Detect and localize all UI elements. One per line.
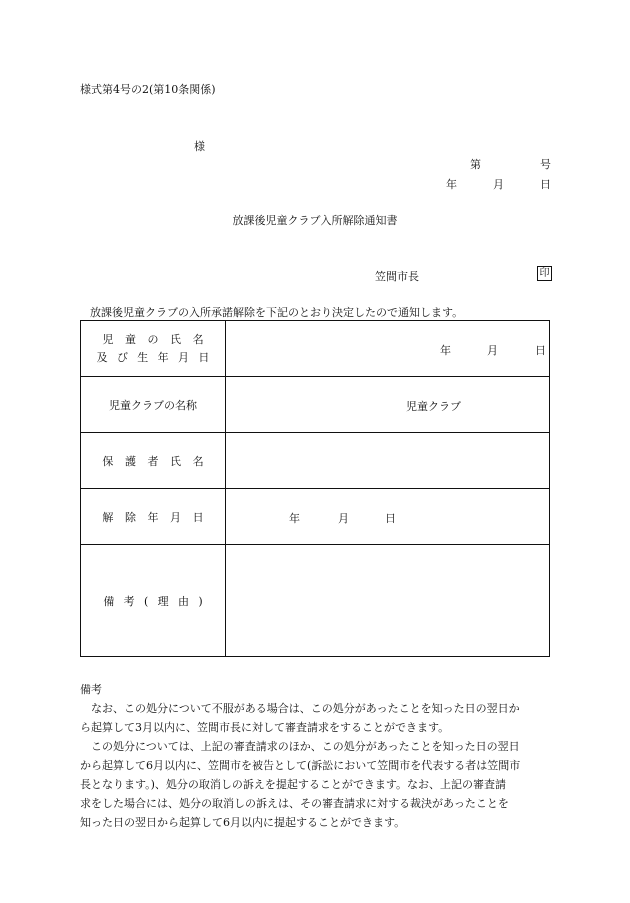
addressee-suffix: 様 [194, 140, 205, 153]
document-title: 放課後児童クラブ入所解除通知書 [232, 214, 398, 227]
remarks-line: 求をした場合には、処分の取消しの訴えは、その審査請求に対する裁決があったことを [80, 797, 509, 810]
label-line: 児童の氏名 [102, 332, 216, 346]
birth-month: 月 [487, 344, 498, 357]
cancel-date-field[interactable] [226, 489, 550, 545]
row-label-child-name [81, 321, 226, 377]
issue-date-day: 日 [540, 178, 551, 191]
table-row [81, 545, 550, 657]
club-name-field[interactable] [226, 377, 550, 433]
remarks-line: なお、この処分について不服がある場合は、この処分があったことを知った日の翌日か [91, 702, 520, 715]
doc-number-suffix: 号 [540, 158, 551, 171]
reason-field[interactable] [226, 545, 550, 657]
issue-date-year: 年 [446, 178, 457, 191]
notice-table [80, 320, 550, 657]
form-number: 様式第4号の2(第10条関係) [80, 83, 216, 96]
row-label-guardian [81, 433, 226, 489]
club-suffix: 児童クラブ [406, 400, 461, 413]
cancel-month: 月 [338, 512, 349, 525]
remarks-line: ら起算して3月以内に、笠間市長に対して審査請求をすることができます。 [80, 721, 450, 734]
guardian-name-field[interactable] [226, 433, 550, 489]
remarks-line: この処分については、上記の審査請求のほか、この処分があったことを知った日の翌日 [91, 740, 520, 753]
label-text: 児童クラブの名称 [109, 398, 197, 412]
issuer-name: 笠間市長 [375, 270, 419, 283]
remarks-heading: 備考 [80, 683, 102, 696]
remarks-line: から起算して6月以内に、笠間市を被告として(訴訟において笠間市を代表する者は笠間市 [80, 759, 521, 772]
doc-number-prefix: 第 [470, 158, 481, 171]
remarks-line: 知った日の翌日から起算して6月以内に提起することができます。 [80, 816, 406, 829]
cancel-year: 年 [289, 512, 300, 525]
issue-date-month: 月 [493, 178, 504, 191]
row-label-cancel-date [81, 489, 226, 545]
table-row [81, 433, 550, 489]
birth-year: 年 [440, 344, 451, 357]
table-row [81, 321, 550, 377]
label-text: 備考(理由) [103, 594, 213, 608]
row-label-remarks [81, 545, 226, 657]
label-text: 保護者氏名 [102, 454, 216, 468]
table-row [81, 489, 550, 545]
cancel-day: 日 [385, 512, 396, 525]
table-row [81, 377, 550, 433]
intro-text: 放課後児童クラブの入所承諾解除を下記のとおり決定したので通知します。 [90, 306, 464, 319]
remarks-line: 長となります。)、処分の取消しの訴えを提起することができます。なお、上記の審査請 [80, 778, 507, 791]
seal-stamp: 印 [537, 266, 552, 281]
child-name-field[interactable] [226, 321, 550, 377]
birth-day: 日 [535, 344, 546, 357]
label-line: 及び生年月日 [96, 350, 219, 364]
row-label-club-name [81, 377, 226, 433]
label-text: 解除年月日 [102, 510, 216, 524]
